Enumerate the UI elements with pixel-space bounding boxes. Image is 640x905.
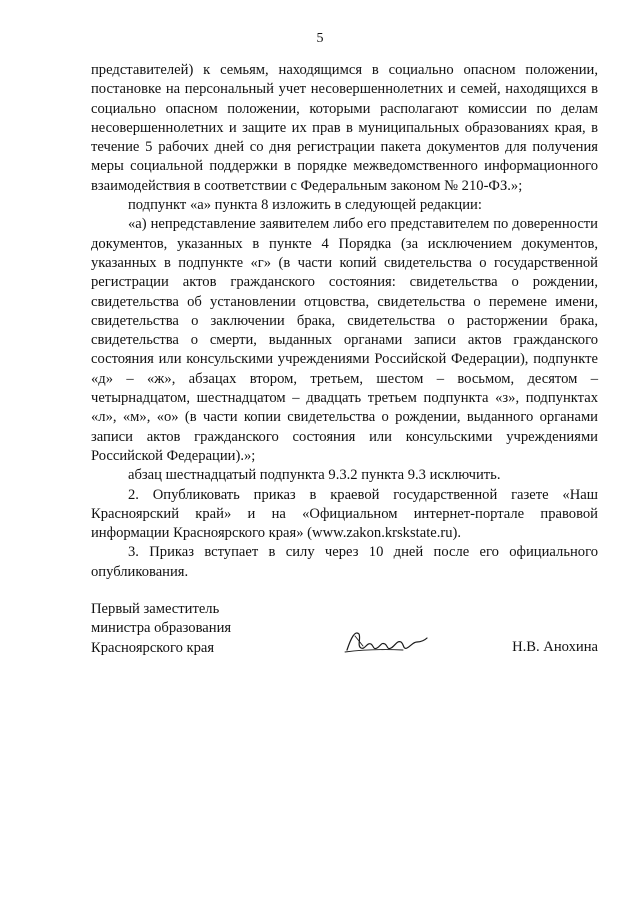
signatory-title (91, 600, 231, 658)
paragraph-effective-date: 3. Приказ вступает в силу через 10 дней после его официального опубликования. (91, 544, 598, 580)
paragraph-subpoint-a-intro: подпункт «а» пункта 8 изложить в следующей редакции: (128, 197, 482, 214)
paragraph-publication: 2. Опубликовать приказ в краевой государственной газете «Наш Красноярский край» и на «Официальном интернет-портале правовой информации Красноярского края» (www.zakon.krskstate.ru). (91, 486, 598, 542)
paragraph-continuation: представителей) к семьям, находящимся в социально опасном положении, постановке на персональный учет несовершеннолетних и семей, находящихся в социально опасном положении, которыми располагают комиссии по делам несовершеннолетних и защите их прав в муниципальных образованиях края, в течение 5 рабочих дней со дня регистрации пакета документов для получения меры социальной поддержки в порядке межведомственного информационного взаимодействия в соответствии с Федеральным законом № 210-ФЗ.»; (91, 62, 598, 194)
signatory-title-line: Красноярского края (91, 639, 215, 656)
paragraph-subpoint-a-text: «а) непредставление заявителем либо его представителем по доверенности документов, указанных в пункте 4 Порядка (за исключением документов, указанных в подпункте «г» (в части копий свидетельства о государственной регистрации актов гражданского состояния: свидетельства о рождении, свидетельства об установлении отцовства, свидетельства о перемене имени, свидетельства о заключении брака, свидетельства о расторжении брака, свидетельства о смерти, выданных органами записи актов гражданского состояния или консульскими учреждениями Российской Федерации), подпункте «д» – «ж», абзацах втором, третьем, шестом – восьмом, десятом – четырнадцатом, шестнадцатом – двадцать третьем подпункта «з», подпунктах «л», «м», «о» (в части копии свидетельства о рождении, выданного органами записи актов гражданского состояния или консульскими учреждениями Российской Федерации).»; (91, 216, 598, 464)
paragraph-exclusion: абзац шестнадцатый подпункта 9.3.2 пункта 9.3 исключить. (128, 467, 501, 484)
page-number: 5 (316, 31, 324, 46)
document-body (91, 61, 598, 582)
handwritten-signature (341, 620, 431, 660)
signatory-title-line: министра образования (91, 620, 232, 637)
signature-block (91, 600, 598, 670)
signatory-name: Н.В. Анохина (512, 639, 598, 655)
signatory-title-line: Первый заместитель (91, 601, 220, 617)
